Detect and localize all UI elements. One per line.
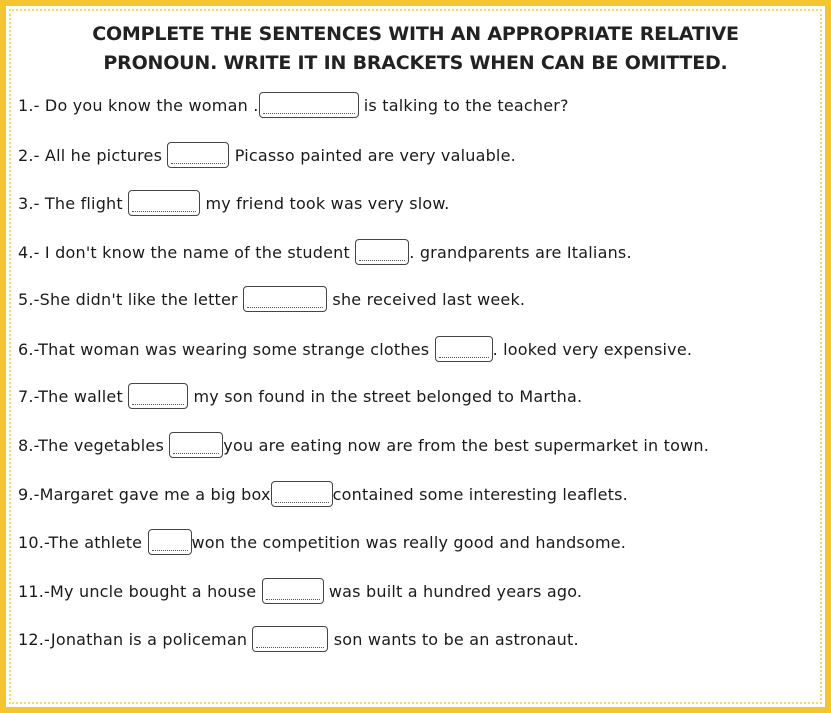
sentence-4 [18, 237, 632, 267]
answer-box-10[interactable] [148, 529, 192, 555]
sentence-11-before: 11.-My uncle bought a house [18, 581, 262, 601]
sentence-2-before: 2.- All he pictures [18, 145, 168, 165]
sentence-4-after: . grandparents are Italians. [409, 242, 632, 262]
sentence-11 [18, 576, 582, 606]
sentence-9 [18, 479, 628, 509]
answer-box-9[interactable] [271, 481, 333, 507]
sentence-8-after: you are eating now are from the best supermarket in town. [223, 435, 709, 455]
sentence-8 [18, 430, 709, 460]
sentence-6-after: . looked very expensive. [492, 339, 693, 359]
sentence-11-after: was built a hundred years ago. [323, 581, 583, 601]
answer-box-5[interactable] [243, 286, 327, 312]
sentence-10 [18, 527, 626, 557]
sentence-12-before: 12.-Jonathan is a policeman [18, 629, 253, 649]
answer-box-2[interactable] [167, 142, 229, 168]
answer-box-6[interactable] [435, 336, 493, 362]
sentence-8-before: 8.-The vegetables [18, 435, 170, 455]
title-line-1: COMPLETE THE SENTENCES WITH AN APPROPRIATE RELATIVE [92, 23, 739, 45]
answer-box-4[interactable] [355, 239, 409, 265]
sentence-9-after: contained some interesting leaflets. [332, 484, 628, 504]
sentence-12-after: son wants to be an astronaut. [328, 629, 579, 649]
answer-box-7[interactable] [128, 383, 188, 409]
sentence-5 [18, 284, 525, 314]
sentence-7-after: my son found in the street belonged to Martha. [188, 386, 583, 406]
sentence-2-after: Picasso painted are very valuable. [229, 145, 516, 165]
sentence-6-before: 6.-That woman was wearing some strange clothes [18, 339, 435, 359]
sentence-1 [18, 90, 569, 120]
sentence-5-after: she received last week. [327, 289, 526, 309]
sentence-3-before: 3.- The flight [18, 193, 129, 213]
sentence-12 [18, 624, 579, 654]
sentence-5-before: 5.-She didn't like the letter [18, 289, 244, 309]
answer-box-11[interactable] [262, 578, 324, 604]
sentence-10-before: 10.-The athlete [18, 532, 148, 552]
sentence-6 [18, 334, 692, 364]
sentence-7-before: 7.-The wallet [18, 386, 129, 406]
sentence-9-before: 9.-Margaret gave me a big box [18, 484, 271, 504]
title-line-2: PRONOUN. WRITE IT IN BRACKETS WHEN CAN BE OMITTED. [103, 52, 728, 74]
sentence-7 [18, 381, 582, 411]
sentence-1-after: is talking to the teacher? [358, 95, 569, 115]
worksheet-title [26, 20, 805, 78]
sentence-2 [18, 140, 516, 170]
sentence-3 [18, 188, 450, 218]
sentence-10-after: won the competition was really good and handsome. [191, 532, 627, 552]
sentence-3-after: my friend took was very slow. [200, 193, 450, 213]
answer-box-8[interactable] [169, 432, 223, 458]
sentence-1-before: 1.- Do you know the woman . [18, 95, 259, 115]
answer-box-1[interactable] [259, 92, 359, 118]
sentence-4-before: 4.- I don't know the name of the student [18, 242, 356, 262]
answer-box-3[interactable] [128, 190, 200, 216]
answer-box-12[interactable] [252, 626, 328, 652]
